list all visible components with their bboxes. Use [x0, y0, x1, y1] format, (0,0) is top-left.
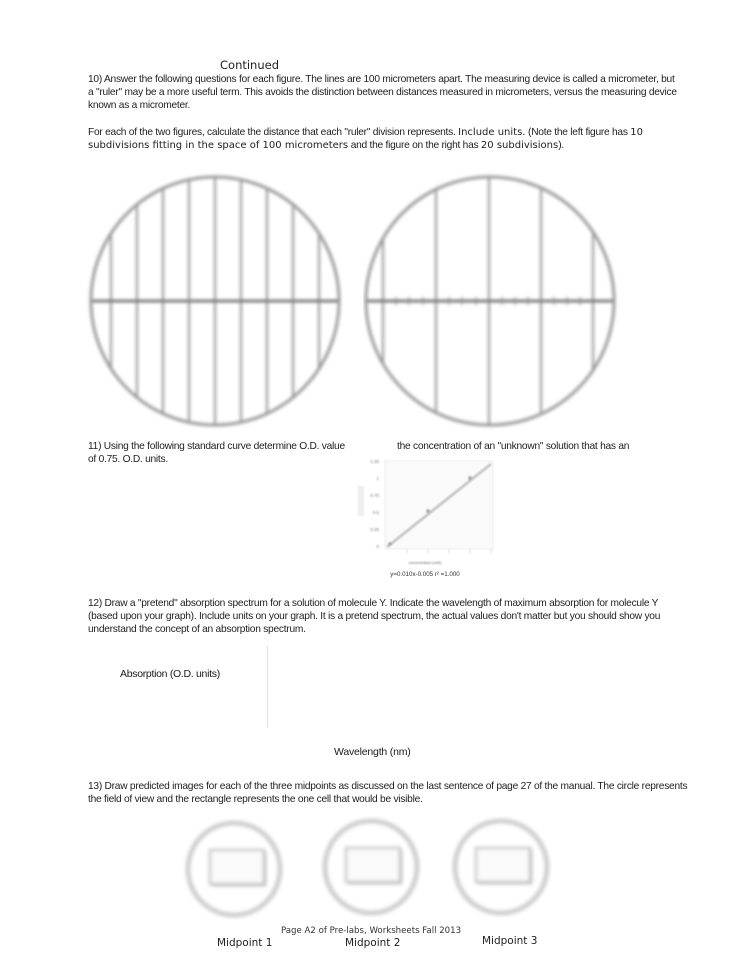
instruction-text: For each of the two figures, calculate the distance that each "ruler" division represents.	[88, 127, 459, 138]
continued-heading: Continued	[220, 58, 280, 72]
left-figure-note: 10 subdivisions fitting in the space of 100 micrometers	[88, 127, 644, 151]
midpoint-1-label: Midpoint 1	[217, 937, 273, 949]
svg-text:0: 0	[376, 544, 379, 549]
svg-text:0.25: 0.25	[370, 527, 379, 532]
svg-text:0.75: 0.75	[370, 493, 379, 498]
midpoint-2-field-of-view	[320, 816, 422, 918]
chart-x-axis-label: concentration (mM)	[408, 561, 442, 565]
instruction-text: (Note the left figure has	[525, 127, 631, 138]
question-13-text: 13) Draw predicted images for each of the three midpoints as discussed on the last sentence of page 27 of the manual. The circle represents the field of view and the rectangle represents the one cell that would be visible.	[88, 781, 688, 805]
question-10-instructions	[88, 126, 688, 152]
question-11-text-continued: the concentration of an "unknown" solution that has an	[397, 441, 630, 452]
svg-text:1: 1	[376, 476, 379, 481]
question-11-text: 11) Using the following standard curve determine O.D. value of 0.75. O.D. units.	[88, 441, 345, 465]
right-figure-note: 20 subdivisions	[480, 140, 559, 151]
micrometer-view-left	[86, 171, 352, 433]
midpoint-1-field-of-view	[183, 818, 285, 920]
include-units-text: Include units.	[458, 127, 526, 138]
midpoint-3-field-of-view	[450, 816, 552, 918]
question-12-text: 12) Draw a "pretend" absorption spectrum for a solution of molecule Y. Indicate the wavelength of maximum absorption for molecule Y (based upon your graph). Include units on your graph. It is a pretend spectrum, the actual values don't matter but you should show you understand the concept of an absorption spectrum.	[88, 598, 661, 635]
instruction-text: ).	[558, 140, 564, 151]
chart-trendline-equation: y=0.010x-0.005 r² =1.000	[390, 571, 460, 578]
page-footer: Page A2 of Pre-labs, Worksheets Fall 2013	[281, 926, 462, 936]
svg-text:1.25: 1.25	[370, 459, 379, 464]
micrometer-view-right	[363, 171, 629, 433]
question-10-text: 10) Answer the following questions for each figure. The lines are 100 micrometers apart. The measuring device is called a micrometer, but a "ruler" may be a more useful term. This avoids the distinction between distances measured in micrometers, versus the measuring device known as a micrometer.	[88, 74, 677, 111]
instruction-text: and the figure on the right has	[348, 140, 481, 151]
wavelength-axis-label: Wavelength (nm)	[334, 746, 411, 758]
standard-curve-chart	[355, 452, 495, 585]
midpoint-2-label: Midpoint 2	[345, 937, 401, 949]
midpoint-3-label: Midpoint 3	[482, 935, 538, 947]
svg-text:0.5: 0.5	[372, 510, 379, 515]
absorption-axis-label: Absorption (O.D. units)	[120, 668, 220, 680]
absorption-y-axis-line	[267, 646, 268, 728]
